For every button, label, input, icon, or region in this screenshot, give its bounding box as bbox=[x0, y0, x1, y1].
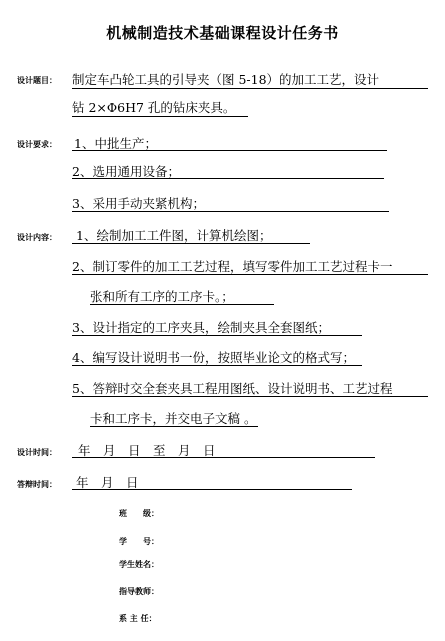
dept-head-label: 系 主 任： bbox=[119, 613, 157, 623]
topic-underline-1 bbox=[72, 88, 428, 89]
design-time-value: 年 月 日 至 月 日 bbox=[78, 443, 216, 458]
content-item: 卡和工序卡，并交电子文稿 。 bbox=[90, 411, 257, 426]
content-underline bbox=[72, 274, 428, 275]
topic-line-2: 钻 2×Φ6H7 孔的钻床夹具。 bbox=[72, 100, 236, 115]
content-item: 1、绘制加工工件图，计算机绘图； bbox=[76, 228, 272, 243]
student-name-label: 学生姓名： bbox=[119, 559, 159, 569]
content-underline bbox=[90, 304, 274, 305]
content-underline bbox=[72, 243, 310, 244]
requirement-item: 1、中批生产； bbox=[74, 136, 157, 151]
content-item: 2、制订零件的加工工艺过程，填写零件加工工艺过程卡一 bbox=[72, 259, 393, 274]
defense-time-underline bbox=[72, 489, 352, 490]
requirement-item: 2、选用通用设备； bbox=[72, 164, 180, 179]
design-time-label: 设计时间： bbox=[17, 447, 57, 457]
content-item: 4、编写设计说明书一份，按照毕业论文的格式写； bbox=[72, 350, 355, 365]
content-item: 5、答辩时交全套夹具工程用图纸、设计说明书、工艺过程 bbox=[72, 381, 393, 396]
requirements-label: 设计要求： bbox=[17, 139, 57, 149]
content-underline bbox=[72, 335, 362, 336]
class-label: 班 级： bbox=[119, 508, 159, 518]
page-title: 机械制造技术基础课程设计任务书 bbox=[106, 24, 339, 42]
advisor-label: 指导教师： bbox=[119, 586, 159, 596]
topic-line-1: 制定车凸轮工具的引导夹（图 5-18）的加工工艺，设计 bbox=[72, 72, 380, 87]
content-label: 设计内容： bbox=[17, 232, 57, 242]
requirement-item: 3、采用手动夹紧机构； bbox=[72, 196, 205, 211]
topic-underline-2 bbox=[72, 116, 248, 117]
defense-time-value: 年 月 日 bbox=[76, 475, 139, 490]
requirement-underline bbox=[72, 150, 387, 151]
content-underline bbox=[90, 426, 258, 427]
requirement-underline bbox=[72, 211, 389, 212]
design-time-underline bbox=[72, 457, 375, 458]
student-id-label: 学 号： bbox=[119, 536, 159, 546]
content-item: 3、设计指定的工序夹具，绘制夹具全套图纸； bbox=[72, 320, 330, 335]
content-underline bbox=[72, 365, 362, 366]
content-underline bbox=[72, 396, 428, 397]
topic-label: 设计题目： bbox=[17, 75, 57, 85]
requirement-underline bbox=[72, 178, 384, 179]
content-item: 张和所有工序的工序卡。； bbox=[90, 289, 234, 304]
defense-time-label: 答辩时间： bbox=[17, 479, 57, 489]
